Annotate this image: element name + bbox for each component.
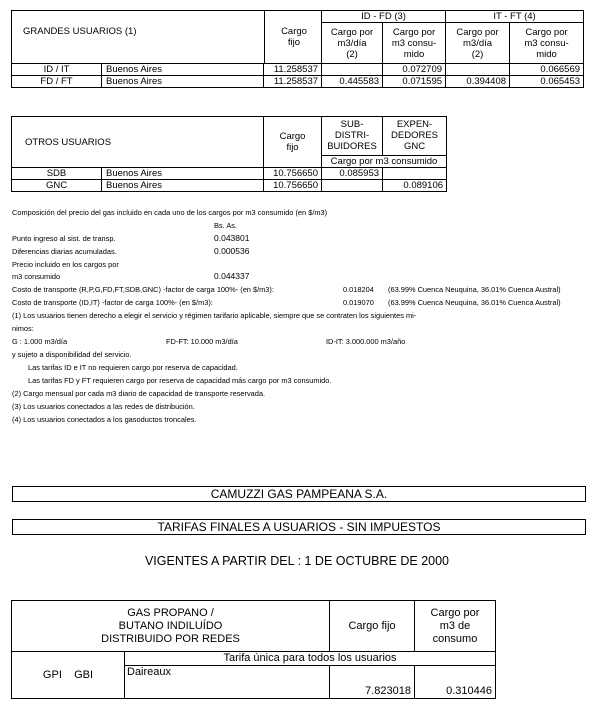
- costo1-note: (63.99% Cuenca Neuquina, 36.01% Cuenca Austral): [388, 285, 561, 294]
- tarifas-note-1: Las tarifas ID e IT no requieren cargo por reserva de capacidad.: [28, 363, 238, 372]
- table-row: ID / IT Buenos Aires 11.258537 0.072709 0.066569: [12, 64, 584, 76]
- locality: Daireaux: [125, 666, 330, 699]
- itft-cargo-consumo-header: Cargo por m3 consu- mido: [510, 23, 584, 64]
- minimo-fdft: FD-FT: 10.000 m3/día: [166, 337, 238, 346]
- propano-fijo-value: 7.823018: [330, 666, 415, 699]
- punto-label: Punto ingreso al sist. de transp.: [12, 234, 116, 243]
- gpi-label: GPI: [42, 668, 62, 681]
- gnc-header: EXPEN- DEDORES GNC: [383, 117, 447, 156]
- grandes-usuarios-table: GRANDES USUARIOS (1) Cargo fijo ID - FD (3) IT - FT (4) Cargo por m3/día (2) Cargo por m3 consu- mido Cargo por m3/día (2) Cargo por m3 consu- mido ID / IT Buenos Aires 11.258537 0.072709 0.066569 FD / FT Buenos Aires 11.258537 0.445583 0.071595 0.394408 0.065453: [11, 10, 584, 88]
- company-banner: CAMUZZI GAS PAMPEANA S.A.: [12, 486, 586, 502]
- otros-cargo-fijo-label: Cargo fijo: [264, 117, 322, 168]
- propano-table: [11, 600, 496, 699]
- dif-value: 0.000536: [214, 246, 250, 256]
- propano-m3-value: 0.310446: [415, 666, 496, 699]
- itft-header: IT - FT (4): [446, 11, 584, 23]
- tarifas-banner: TARIFAS FINALES A USUARIOS - SIN IMPUESTOS: [12, 519, 586, 535]
- otros-title: OTROS USUARIOS: [25, 136, 112, 148]
- tarifa-unica-label: Tarifa única para todos los usuarios: [125, 652, 496, 666]
- punto-value: 0.043801: [214, 233, 250, 243]
- tarifas-note-2: Las tarifas FD y FT requieren cargo por reserva de capacidad más cargo por m3 consumido.: [28, 376, 332, 385]
- cargo-m3-header: Cargo por m3 consumido: [322, 155, 447, 167]
- subdistribuidores-header: SUB- DISTRI- BUIDORES: [322, 117, 383, 156]
- idfd-header: ID - FD (3): [322, 11, 446, 23]
- otros-usuarios-table: [11, 116, 447, 192]
- sujeto-text: y sujeto a disponibilidad del servicio.: [12, 350, 132, 359]
- vigentes-title: VIGENTES A PARTIR DEL : 1 DE OCTUBRE DE 2000: [144, 554, 450, 568]
- idfd-cargo-dia-header: Cargo por m3/día (2): [322, 23, 383, 64]
- note-2: (2) Cargo mensual por cada m3 diario de capacidad de transporte reservada.: [12, 389, 266, 398]
- gbi-label: GBI: [74, 668, 94, 681]
- note-3: (3) Los usuarios conectados a las redes de distribución.: [12, 402, 195, 411]
- costo2-value: 0.019070: [343, 298, 374, 307]
- propano-cargo-fijo-header: Cargo fijo: [330, 601, 415, 652]
- minimo-idit: ID-IT: 3.000.000 m3/año: [326, 337, 406, 346]
- itft-cargo-dia-header: Cargo por m3/día (2): [446, 23, 510, 64]
- note-4: (4) Los usuarios conectados a los gasoductos troncales.: [12, 415, 197, 424]
- costo1-label: Costo de transporte (R,P,G,FD,FT,SDB,GNC) -factor de carga 100%- (en $/m3):: [12, 285, 274, 294]
- composicion-title: Composición del precio del gas incluido en cada uno de los cargos por m3 consumido (en $/m3): [12, 208, 328, 217]
- table-row: FD / FT Buenos Aires 11.258537 0.445583 0.071595 0.394408 0.065453: [12, 76, 584, 88]
- note-1: (1) Los usuarios tienen derecho a elegir el servicio y régimen tarifario aplicable, siempre que se contraten los siguientes mi-: [12, 311, 417, 320]
- propano-title: GAS PROPANO / BUTANO INDILUÍDO DISTRIBUIDO POR REDES: [12, 601, 330, 652]
- minimo-g: G : 1.000 m3/día: [12, 337, 68, 346]
- precio-value: 0.044337: [214, 271, 250, 281]
- propano-cargo-m3-header: Cargo por m3 de consumo: [415, 601, 496, 652]
- table-row: SDB Buenos Aires 10.756650 0.085953: [12, 168, 447, 180]
- idfd-cargo-consumo-header: Cargo por m3 consu- mido: [383, 23, 446, 64]
- precio-label: Precio incluido en los cargos por: [12, 260, 119, 269]
- table-row: GNC Buenos Aires 10.756650 0.089106: [12, 180, 447, 192]
- cargo-fijo-label: Cargo: [281, 26, 307, 37]
- costo2-note: (63.99% Cuenca Neuquina, 36.01% Cuenca Austral): [388, 298, 561, 307]
- costo1-value: 0.018204: [343, 285, 374, 294]
- unit-label: Bs. As.: [214, 221, 238, 230]
- grandes-title: GRANDES USUARIOS (1): [23, 26, 137, 37]
- gpi-gbi-cell: [12, 652, 125, 699]
- dif-label: Diferencias diarias acumuladas.: [12, 247, 117, 256]
- costo2-label: Costo de transporte (ID,IT) -factor de carga 100%- (en $/m3):: [12, 298, 213, 307]
